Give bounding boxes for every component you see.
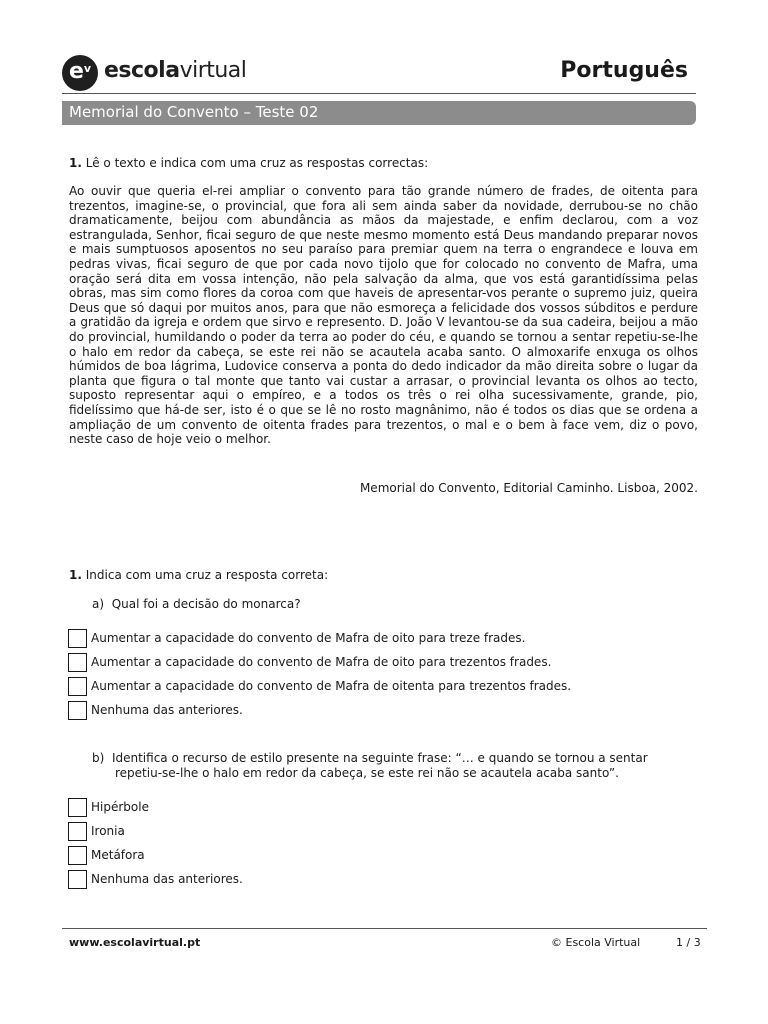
passage-citation: Memorial do Convento, Editorial Caminho. Lisboa, 2002. bbox=[359, 481, 698, 495]
answer-option-b4[interactable]: Nenhuma das anteriores. bbox=[68, 869, 243, 889]
answer-option-b3[interactable]: Metáfora bbox=[68, 845, 145, 865]
question-2-prompt: 1. Indica com uma cruz a resposta correta: bbox=[69, 568, 329, 582]
answer-option-a4[interactable]: Nenhuma das anteriores. bbox=[68, 700, 243, 720]
answer-option-a1[interactable]: Aumentar a capacidade do convento de Mafra de oito para treze frades. bbox=[68, 628, 525, 648]
answer-option-b1[interactable]: Hipérbole bbox=[68, 797, 149, 817]
checkbox[interactable] bbox=[68, 677, 87, 696]
checkbox[interactable] bbox=[68, 653, 87, 672]
checkbox[interactable] bbox=[68, 629, 87, 648]
test-title: Memorial do Convento – Teste 02 bbox=[69, 103, 319, 121]
checkbox[interactable] bbox=[68, 822, 87, 841]
logo-wordmark: escolavirtual bbox=[104, 58, 247, 83]
answer-option-b2[interactable]: Ironia bbox=[68, 821, 125, 841]
question-1-prompt: 1. Lê o texto e indica com uma cruz as respostas correctas: bbox=[69, 156, 429, 170]
header-divider bbox=[62, 93, 696, 94]
test-title-bar bbox=[62, 101, 696, 125]
footer-url-link[interactable]: www.escolavirtual.pt bbox=[69, 936, 201, 949]
reading-passage: Ao ouvir que queria el-rei ampliar o convento para tão grande número de frades, de oitenta para trezentos, imagine-se, o provincial, que fora ali sem ainda saber da novidade, derrubou-se no chão dramaticamente, beijou com abundância as mãos da majestade, e enfim declarou, com a voz estrangulada, Senhor, ficai seguro de que neste mesmo momento está Deus mandando preparar novos e mais sumptuosos aposentos no seu paraíso para premiar quem na terra o engrandece e louva em pedras vivas, ficai seguro de que por cada novo tijolo que for colocado no convento de Mafra, uma oração será dita em vossa intenção, não pela salvação da alma, que vos está garantidíssima pelas obras, mas sim como flores da coroa com que haveis de apresentar-vos perante o supremo juiz, queira Deus que só daqui por muitos anos, para que não esmoreça a felicidade dos vossos súbditos e perdure a gratidão da igreja e ordem que sirvo e represento. D. João V levantou-se da sua cadeira, beijou a mão do provincial, humildando o poder da terra ao poder do céu, e quando se tornou a sentar repetiu-se-lhe o halo em redor da cabeça, se este rei não se acautela acaba santo. O almoxarife enxuga os olhos húmidos de boa lágrima, Ludovice conserva a ponta do dedo indicador da mão direita sobre o lugar da planta que figura o tal monte que tanto vai custar a arrasar, o provincial levanta os olhos ao tecto, suposto representar aqui o empíreo, e a todos os três o rei olha sucessivamente, grande, pio, fidelíssimo que há-de ser, isto é o que se lê no rosto magnânimo, não é todos os dias que se ordena a ampliação de um convento de oitenta frades para trezentos, o mal e o bem à face vem, diz o povo, neste caso de hoje veio o melhor. bbox=[69, 184, 698, 447]
footer-divider bbox=[62, 928, 707, 929]
logo-icon: $e^v$ bbox=[62, 55, 98, 91]
sub-question-a: a) Qual foi a decisão do monarca? bbox=[92, 597, 301, 611]
checkbox[interactable] bbox=[68, 870, 87, 889]
answer-option-a3[interactable]: Aumentar a capacidade do convento de Mafra de oitenta para trezentos frades. bbox=[68, 676, 571, 696]
footer-copyright: © Escola Virtual bbox=[551, 936, 641, 949]
checkbox[interactable] bbox=[68, 798, 87, 817]
checkbox[interactable] bbox=[68, 846, 87, 865]
subject-title: Português bbox=[560, 58, 688, 83]
page-number: 1 / 3 bbox=[676, 936, 701, 949]
checkbox[interactable] bbox=[68, 701, 87, 720]
sub-question-b: b) Identifica o recurso de estilo presente na seguinte frase: “… e quando se tornou a sentar repetiu-se-lhe o halo em redor da cabeça, se este rei não se acautela acaba santo”. bbox=[92, 751, 648, 780]
answer-option-a2[interactable]: Aumentar a capacidade do convento de Mafra de oito para trezentos frades. bbox=[68, 652, 551, 672]
